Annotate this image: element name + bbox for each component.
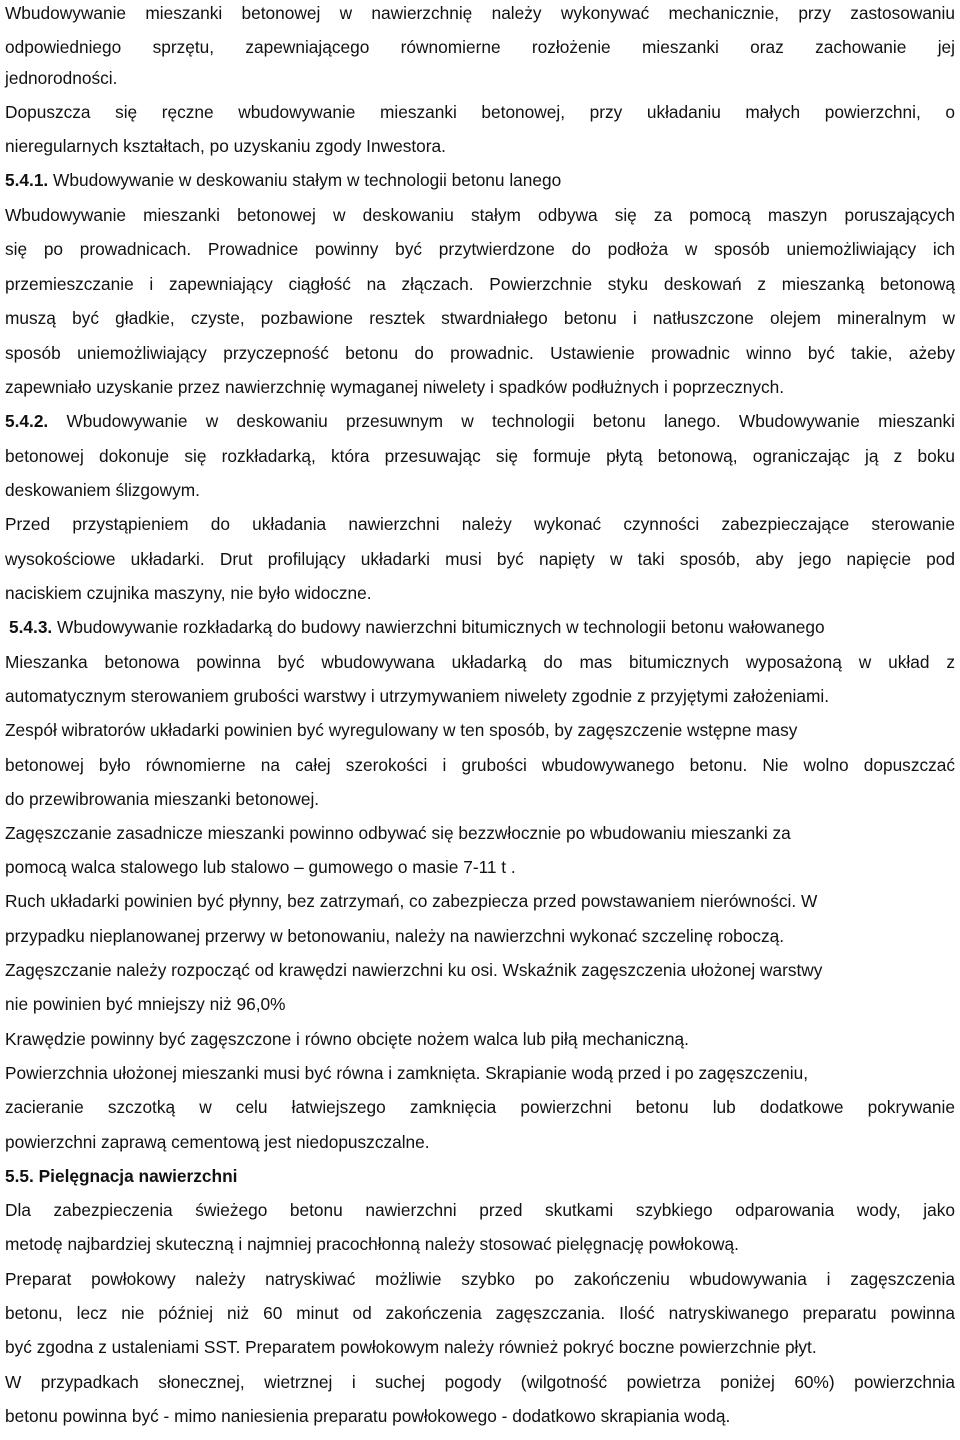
text-line: zacieranie szczotką w celu łatwiejszego zamknięcia powierzchni betonu lub dodatkowe pokrywanie <box>5 1097 955 1117</box>
text-line: Wbudowywanie mieszanki betonowej w nawierzchnię należy wykonywać mechanicznie, przy zastosowaniu <box>5 3 955 23</box>
text-line: Dopuszcza się ręczne wbudowywanie mieszanki betonowej, przy układaniu małych powierzchni, o <box>5 102 955 122</box>
section-heading: 5.4.3. Wbudowywanie rozkładarką do budowy nawierzchni bitumicznych w technologii betonu wałowanego <box>9 617 825 637</box>
section-heading: 5.4.1. Wbudowywanie w deskowaniu stałym w technologii betonu lanego <box>5 170 562 190</box>
text-line: Dla zabezpieczenia świeżego betonu nawierzchni przed skutkami szybkiego odparowania wody, jako <box>5 1200 955 1220</box>
text-line: naciskiem czujnika maszyny, nie było widoczne. <box>5 583 372 603</box>
text-line: się po prowadnicach. Prowadnice powinny być przytwierdzone do podłoża w sposób uniemożliwiający ich <box>5 239 955 259</box>
text-line: wysokościowe układarki. Drut profilujący układarki musi być napięty w taki sposób, aby jego napięcie pod <box>5 549 955 569</box>
text-line: Zespół wibratorów układarki powinien być wyregulowany w ten sposób, by zagęszczenie wstępne masy <box>5 720 798 740</box>
text-line: Mieszanka betonowa powinna być wbudowywana układarką do mas bitumicznych wyposażoną w układ z <box>5 652 955 672</box>
text-line: do przewibrowania mieszanki betonowej. <box>5 789 320 809</box>
text-line: Zagęszczanie należy rozpocząć od krawędzi nawierzchni ku osi. Wskaźnik zagęszczenia ułożonej warstwy <box>5 960 823 980</box>
text-line: Ruch układarki powinien być płynny, bez zatrzymań, co zabezpiecza przed powstawaniem nierówności. W <box>5 891 818 911</box>
text-line: Powierzchnia ułożonej mieszanki musi być równa i zamknięta. Skrapianie wodą przed i po zagęszczeniu, <box>5 1063 809 1083</box>
text-line: deskowaniem ślizgowym. <box>5 480 200 500</box>
text-line: zapewniało uzyskanie przez nawierzchnię wymaganej niwelety i spadków podłużnych i poprzecznych. <box>5 377 785 397</box>
text-line: nieregularnych kształtach, po uzyskaniu zgody Inwestora. <box>5 136 446 156</box>
text-line: automatycznym sterowaniem grubości warstwy i utrzymywaniem niwelety zgodnie z przyjętymi założeniami. <box>5 686 830 706</box>
text-line: Preparat powłokowy należy natryskiwać możliwie szybko po zakończeniu wbudowywania i zagęszczenia <box>5 1269 955 1289</box>
text-line: być zgodna z ustaleniami SST. Preparatem powłokowym należy również pokryć boczne powierzchnie płyt. <box>5 1337 817 1357</box>
text-line: Krawędzie powinny być zagęszczone i równo obcięte nożem walca lub piłą mechaniczną. <box>5 1029 689 1049</box>
text-line: pomocą walca stalowego lub stalowo – gumowego o masie 7-11 t . <box>5 857 516 877</box>
text-line: powierzchni zaprawą cementową jest niedopuszczalne. <box>5 1132 430 1152</box>
section-heading: 5.5. Pielęgnacja nawierzchni <box>5 1166 238 1186</box>
text-line: muszą być gładkie, czyste, pozbawione resztek stwardniałego betonu i natłuszczone olejem mineralnym w <box>5 308 955 328</box>
text-line: betonu, lecz nie później niż 60 minut od zakończenia zagęszczania. Ilość natryskiwanego preparatu powinna <box>5 1303 955 1323</box>
text-line: betonowej dokonuje się rozkładarką, która przesuwając się formuje płytą betonową, ograniczając ją z boku <box>5 446 955 466</box>
text-line: Zagęszczanie zasadnicze mieszanki powinno odbywać się bezzwłocznie po wbudowaniu mieszanki za <box>5 823 791 843</box>
text-line: odpowiedniego sprzętu, zapewniającego równomierne rozłożenie mieszanki oraz zachowanie jej <box>5 37 955 57</box>
text-line: sposób uniemożliwiający przyczepność betonu do prowadnic. Ustawienie prowadnic winno być takie, ażeby <box>5 343 955 363</box>
text-line: Przed przystąpieniem do układania nawierzchni należy wykonać czynności zabezpieczające sterowanie <box>5 514 955 534</box>
text-line: betonowej było równomierne na całej szerokości i grubości wbudowywanego betonu. Nie wolno dopuszczać <box>5 755 955 775</box>
text-line: nie powinien być mniejszy niż 96,0% <box>5 994 286 1014</box>
section-number: 5.4.2. <box>5 411 49 431</box>
text-line: metodę najbardziej skuteczną i najmniej pracochłonną należy stosować pielęgnację powłokową. <box>5 1234 739 1254</box>
text-line: betonu powinna być - mimo naniesienia preparatu powłokowego - dodatkowo skrapiania wodą. <box>5 1406 731 1426</box>
section-number: 5.4.3. <box>9 617 53 637</box>
text-line: Wbudowywanie mieszanki betonowej w deskowaniu stałym odbywa się za pomocą maszyn poruszających <box>5 205 955 225</box>
section-number: 5.4.1. <box>5 170 49 190</box>
text-line: przemieszczanie i zapewniający ciągłość na złączach. Powierzchnie styku deskowań z mieszanką betonową <box>5 274 955 294</box>
text-line: jednorodności. <box>5 68 118 88</box>
section-heading: 5.4.2. Wbudowywanie w deskowaniu przesuwnym w technologii betonu lanego. Wbudowywanie mieszanki <box>5 411 955 431</box>
text-line: W przypadkach słonecznej, wietrznej i suchej pogody (wilgotność powietrza poniżej 60%) powierzchnia <box>5 1372 955 1392</box>
text-line: przypadku nieplanowanej przerwy w betonowaniu, należy na nawierzchni wykonać szczelinę roboczą. <box>5 926 785 946</box>
